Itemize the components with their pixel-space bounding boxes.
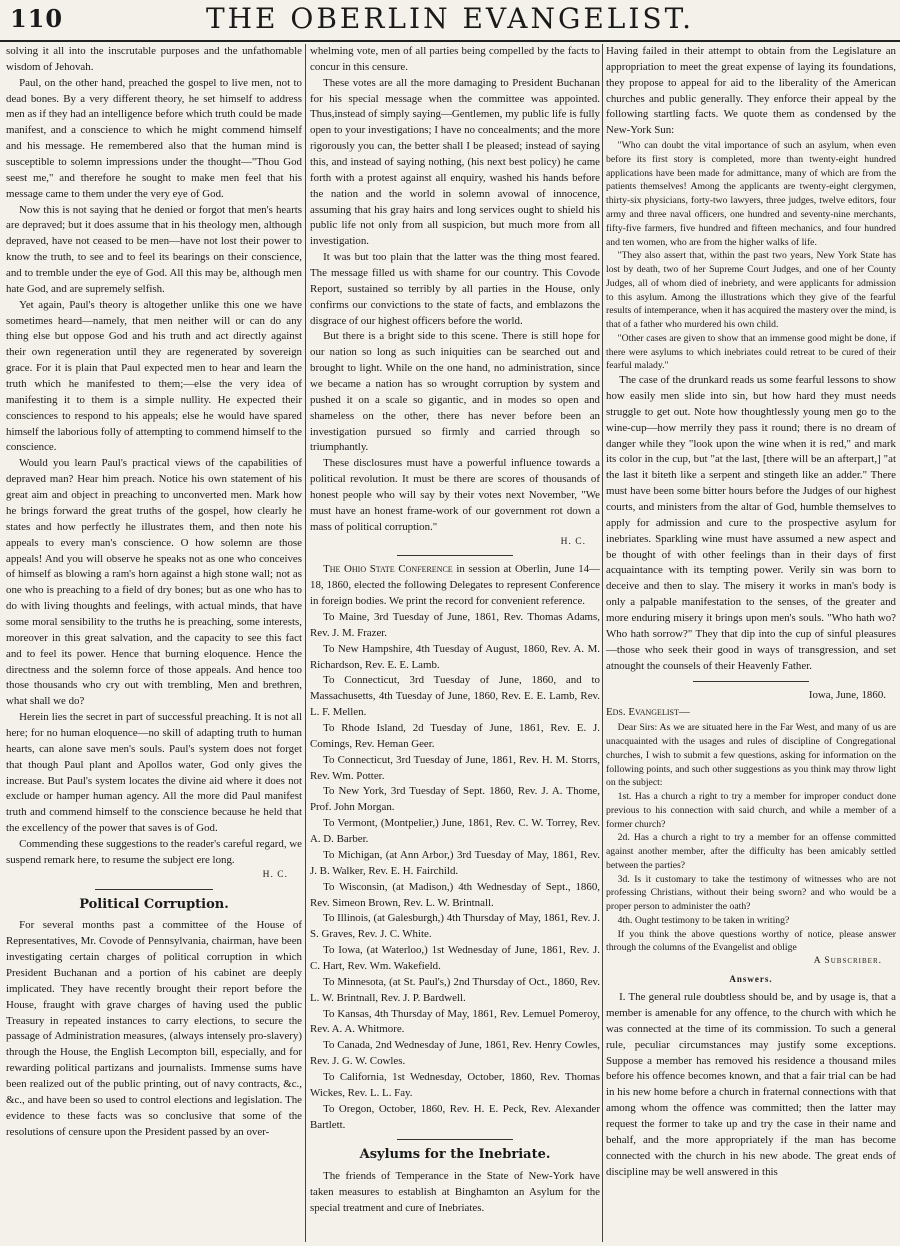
paragraph: Having failed in their attempt to obtain from the Legislature an appropriation to meet the great expense of laying its foundations, they propose to appeal for aid to the liberality of the American churches and public generally. They enforce their appeal by the following startling facts. We quote them as condensed by the New-York Sun: — [606, 45, 896, 137]
delegate-entry: To Connecticut, 3rd Tuesday of June, 1861, Rev. H. M. Storrs, Rev. Wm. Potter. — [310, 753, 600, 782]
delegate-entry: To Connecticut, 3rd Tuesday of June, 1860, and to Massachusetts, 4th Tuesday of June, 1860, Rev. E. E. Lamb, Rev. L. F. Mellen. — [310, 674, 600, 719]
letter-dateline: Iowa, June, 1860. — [808, 688, 886, 701]
column-middle — [310, 44, 600, 1242]
delegate-entry: To California, 1st Wednesday, October, 1860, Rev. Thomas Wickes, Rev. L. L. Fay. — [310, 1070, 600, 1099]
column-rule-left — [305, 44, 306, 1242]
letter-salutation: Eds. Evangelist— — [606, 706, 690, 719]
section-divider — [95, 889, 213, 890]
column-left — [6, 44, 302, 1242]
delegate-entry: To Oregon, October, 1860, Rev. H. E. Peck, Rev. Alexander Bartlett. — [310, 1102, 600, 1131]
paragraph: I. The general rule doubtless should be, and by usage is, that a member is amenable for any offence, to the church with which he was connected at the time of its commission. To such a general rule, peculiar circumstances may justify some exceptions. Suppose a member has removed his residence a thousand miles before his offence becomes known, and that a fair trial can be had in his new home before a church in fraternal connections with that among whom the offence was committed; then the latter may request the former to take up and try the case in their name and behalf, and the more appropriately if the man has become connected with the church in his new abode. The great ends of discipline may be well answered in this — [606, 991, 896, 1178]
paragraph: The case of the drunkard reads us some fearful lessons to show how easily men slide into sin, but how hard they must needs struggle to get out. Note how thoughtlessly young men go to the wine-cup—how merrily they pass it round; there is no dream of danger while they "look upon the wine when it is red," and mark its color in the cup, but "at the last, [there will be an afterpart,] "at the last it biteth like a serpent and stingeth like an adder." There must have been some bitter hours before the Judges of our highest courts, and ministers from the altar of God, humble themselves to apply for admission and cure to the prospective asylum for inebriates. Sparkling wine must have assumed a new aspect and be thought of with other feelings than in their days of first acquaintance with its tempting power. Verily sin was born to deceive and then to slay. The misery it works in man's body is only a palpable manifestation to the senses, of the greater and more enduring misery it brings upon men's souls. "Who hath wo? Who hath sorrow?" They that dip into the cup of sinful pleasures—those who seek their good in ways of transgression, and set atnought the counsels of their Heavenly Father. — [606, 374, 896, 672]
letter-signature: A Subscriber. — [813, 956, 882, 967]
delegate-entry: To Canada, 2nd Wednesday of June, 1861, Rev. Henry Cowles, Rev. J. G. W. Cowles. — [310, 1039, 600, 1068]
paragraph: But there is a bright side to this scene. There is still hope for our nation so long as such iniquities can be searched out and brought to light. While on the one hand, no administration, since we became a nation has so wrought corruption by system and pushed it on a scale so gigantic, and in modes so open and shameless on the other, there has never before been an investigation pursued so firmly and carried through so triumphantly. — [310, 330, 600, 454]
quoted-paragraph: "Other cases are given to show that an immense good might be done, if there were asylums to which inebriates could retreat to be cured of their fearful malady." — [606, 332, 896, 372]
delegate-entry: To Vermont, (Montpelier,) June, 1861, Rev. C. W. Torrey, Rev. A. D. Barber. — [310, 817, 600, 846]
delegate-entry: To Maine, 3rd Tuesday of June, 1861, Rev. Thomas Adams, Rev. J. M. Frazer. — [310, 611, 600, 639]
letter-question: 3d. Is it customary to take the testimony of witnesses who are not professing Christians, without their being sworn? and who would be a proper person to administer the oath? — [606, 873, 896, 913]
letter-question: 2d. Has a church a right to try a member for an offense committed against another member, after the difficulty has been amicably settled between the parties? — [606, 832, 896, 871]
paragraph: whelming vote, men of all parties being compelled by the facts to concur in this censure. — [310, 45, 600, 73]
paragraph: Now this is not saying that he denied or forgot that men's hearts are depraved; but it does assume that in his theology men, although depraved, have not ceased to be men—have not lost their power to know the truth, to see and to feel its bearings on their conscience, and to tremble under the eye of God. All this may be, although men hate God, and are supremely selfish. — [6, 203, 302, 295]
section-divider — [693, 681, 809, 682]
delegate-entry: To Rhode Island, 2d Tuesday of June, 1861, Rev. E. J. Comings, Rev. Heman Geer. — [310, 722, 600, 750]
quoted-paragraph: "They also assert that, within the past two years, New York State has lost by death, two of her Supreme Court Judges, and one of her County Judges, all of whom died of inebriety, and were applicants for admission to this asylum. Among the illustrations which they give of the fearful results of intemperance, when it has acquired the mastery over the mind, is that of a father who murdered his own child. — [606, 250, 896, 331]
letter-question: 1st. Has a church a right to try a member for improper conduct done previous to his connection with said church, and while a member of a former church? — [606, 791, 896, 830]
delegate-entry: To New York, 3rd Tuesday of Sept. 1860, Rev. J. A. Thome, Prof. John Morgan. — [310, 785, 600, 814]
column-right — [606, 44, 896, 1242]
section-divider — [397, 555, 513, 556]
letter-body: Dear Sirs: As we are situated here in the Far West, and many of us are unacquainted with the usages and rules of discipline of Congregational churches, I wish to submit a few questions, asking for information on the following points, and such other suggestions as you think may throw light on the subject: — [606, 722, 896, 789]
paragraph: Would you learn Paul's practical views of the capabilities of depraved man? Hear him preach. Notice his own statement of his great aim and object in preaching to unconverted men. Mark how he brings forward the great truths of the gospel, how clearly he states and how perfectly he illustrates them, and then note his appeals to every man's conscience. O how solemn are those appeals! And you will observe he speaks not as one who conceives of himself as blowing a ram's horn against a high stone wall; not as one who is preaching to a field of dry bones; but as one who has to do with living thoughts and feelings, with actual minds, that have some moral sensibility to the truths he is preaching, some interests, moreover in this great salvation, and the capacity to see this fact and to feel its power. Hence that burning eloquence. Hence the directness and the solemn force of those appeals. And hence too those thousands who cry out with trembling, Men and brethren, what shall we do? — [6, 457, 302, 708]
paragraph: These votes are all the more damaging to President Buchanan for his special message when the committee was appointed. Thus,instead of simply saying—Gentlemen, my public life is fully open to your investigations; I have no concealments; and the more rigorously you can, the better shall I be pleased; instead of saying this, and instead of saying nothing, (his next best policy) he came forth with a protest against all enquiry, washed his hands before the nation and the world in solemn avowal of innocence, assuming that his gray hairs and long services ought to shield his public life not only from all suspicion, but much more from all investigation. — [310, 76, 600, 248]
page-number: 110 — [10, 4, 64, 33]
conference-intro — [310, 562, 600, 610]
quoted-paragraph: "Who can doubt the vital importance of such an asylum, when even before its first story is completed, more than twenty-eight hundred applications have been made for admittance, many of which are from the patients themselves! Among the applicants are twenty-eight clergymen, thirty-six physicians, forty-two lawyers, three judges, twelve editors, four army and three naval officers, one hundred and seventy-nine merchants, fifty-five farmers, five hundred and fifteen mechanics, and four hundred and ten women, who are from the higher walks of life. — [606, 140, 896, 248]
paragraph: Yet again, Paul's theory is altogether unlike this one we have sometimes heard—namely, that men neither will or can do any thing else but oppose God and his truth and act directly against their own regeneration until they are regenerated by sovereign grace. For it is plain that Paul expected men to hear and learn the truth which he manifested to them;—else the very idea of manifesting it to them is a simple nullity. He expected their consciences to respond to his appeals; else he would have spared himself the laborious folly of attempting to commend himself to the conscience. — [6, 298, 302, 454]
section-divider — [397, 1139, 513, 1140]
letter-closing: If you think the above questions worthy of notice, please answer through the columns of the Evangelist and oblige — [606, 928, 896, 954]
paragraph: The friends of Temperance in the State of New-York have taken measures to establish at Binghamton an Asylum for the special treatment and cure of Inebriates. — [310, 1170, 600, 1215]
paragraph: Commending these suggestions to the reader's careful regard, we suspend remark here, to resume the subject ere long. — [6, 837, 302, 866]
delegate-entry: To Wisconsin, (at Madison,) 4th Wednesday of Sept., 1860, Rev. Simeon Brown, Rev. L. W. Brintnall. — [310, 880, 600, 909]
delegate-entry: To Michigan, (at Ann Arbor,) 3rd Tuesday of May, 1861, Rev. J. B. Walker, Rev. E. H. Fairchild. — [310, 848, 600, 877]
delegate-entry: To Illinois, (at Galesburgh,) 4th Thursday of May, 1861, Rev. J. S. Graves, Rev. J. C. White. — [310, 912, 600, 941]
paragraph: solving it all into the inscrutable purposes and the unfathomable wisdom of Jehovah. — [6, 45, 302, 73]
page-header — [0, 0, 900, 42]
delegate-entry: To Kansas, 4th Thursday of May, 1861, Rev. Lemuel Pomeroy, Rev. A. A. Whitmore. — [310, 1007, 600, 1036]
paragraph: These disclosures must have a powerful influence towards a political revolution. It must be there are scores of thousands of honest people who will say by their votes next November, "We must have an honest frame-work of our government rot down a mass of political corruption." — [310, 457, 600, 533]
delegate-entry: To Minnesota, (at St. Paul's,) 2nd Thursday of Oct., 1860, Rev. L. W. Brintnall, Rev. J. P. Bardwell. — [310, 975, 600, 1004]
delegate-entry: To New Hampshire, 4th Tuesday of August, 1860, Rev. A. M. Richardson, Rev. E. E. Lamb. — [310, 642, 600, 671]
section-heading-asylums: Asylums for the Inebriate. — [359, 1147, 551, 1163]
author-signature: H. C. — [262, 869, 288, 880]
answers-heading: Answers. — [729, 974, 773, 985]
conference-text: in session at Oberlin, June 14—18, 1860, elected the following Delegates to represent Conference in foreign bodies. We print the record for convenient reference. — [310, 563, 600, 608]
section-heading-political-corruption: Political Corruption. — [79, 896, 229, 912]
paragraph: Herein lies the secret in part of successful preaching. It is not all here; for no human eloquence—no skill of adapting truth to human hearts, can alone save men's souls. Paul's system does not forget that though Paul plant and Apollos water, God only gives the increase. But Paul's system locates the divine aid where it does not exclude or hamper human agency. All the more did Paul manifest truth and commend himself to the conscience because he held that the excellency of the power that saves is of God. — [6, 711, 302, 835]
author-signature: H. C. — [560, 536, 586, 547]
delegate-entry: To Iowa, (at Waterloo,) 1st Wednesday of June, 1861, Rev. J. C. Hart, Rev. Wm. Wakefield. — [310, 944, 600, 972]
masthead-title: THE OBERLIN EVANGELIST. — [205, 2, 695, 35]
paragraph: It was but too plain that the latter was the thing most feared. The message filled us with shame for our country. This Covode Report, sustained so terribly by all parties in the House, only confirms our convictions to the state of facts, and emblazons the disgrace of our highest officers before the world. — [310, 251, 600, 327]
paragraph: Paul, on the other hand, preached the gospel to live men, not to dead bones. By a very different theory, he set himself to address men as if they had an intelligence before which truth could be made manifest, and a conscience to which he might commend himself and his message. He remembered also that the human mind is susceptible to solemn impressions under the thought—"Thou God seest me," and therefore he sought to make men feel that his message came to them under the very eye of God. — [6, 76, 302, 200]
column-rule-right — [602, 44, 603, 1242]
letter-question: 4th. Ought testimony to be taken in writing? — [617, 914, 790, 926]
conference-lead: The Ohio State Conference — [323, 563, 453, 576]
paragraph: For several months past a committee of the House of Representatives, Mr. Covode of Pennsylvania, chairman, have been investigating certain charges of political corruption in which President Buchanan and a portion of his cabinet are deeply implicated. They have recently brought their report before the House, fraught with grave charges of having used the public Treasury in repeated instances to carry elections, to secure the passage of Administration measures, (always intensely pro-slavery) through the House, the English Lecompton bill, especially, and for rewarding political partizans and journalists. Immense sums have been realized out of the public printing, out of navy contracts, &c., &c., and have been so used to control elections and legislation. The evidence to these facts was so conclusive that some of the resolutions of censure upon the President passed by an over- — [6, 919, 302, 1138]
